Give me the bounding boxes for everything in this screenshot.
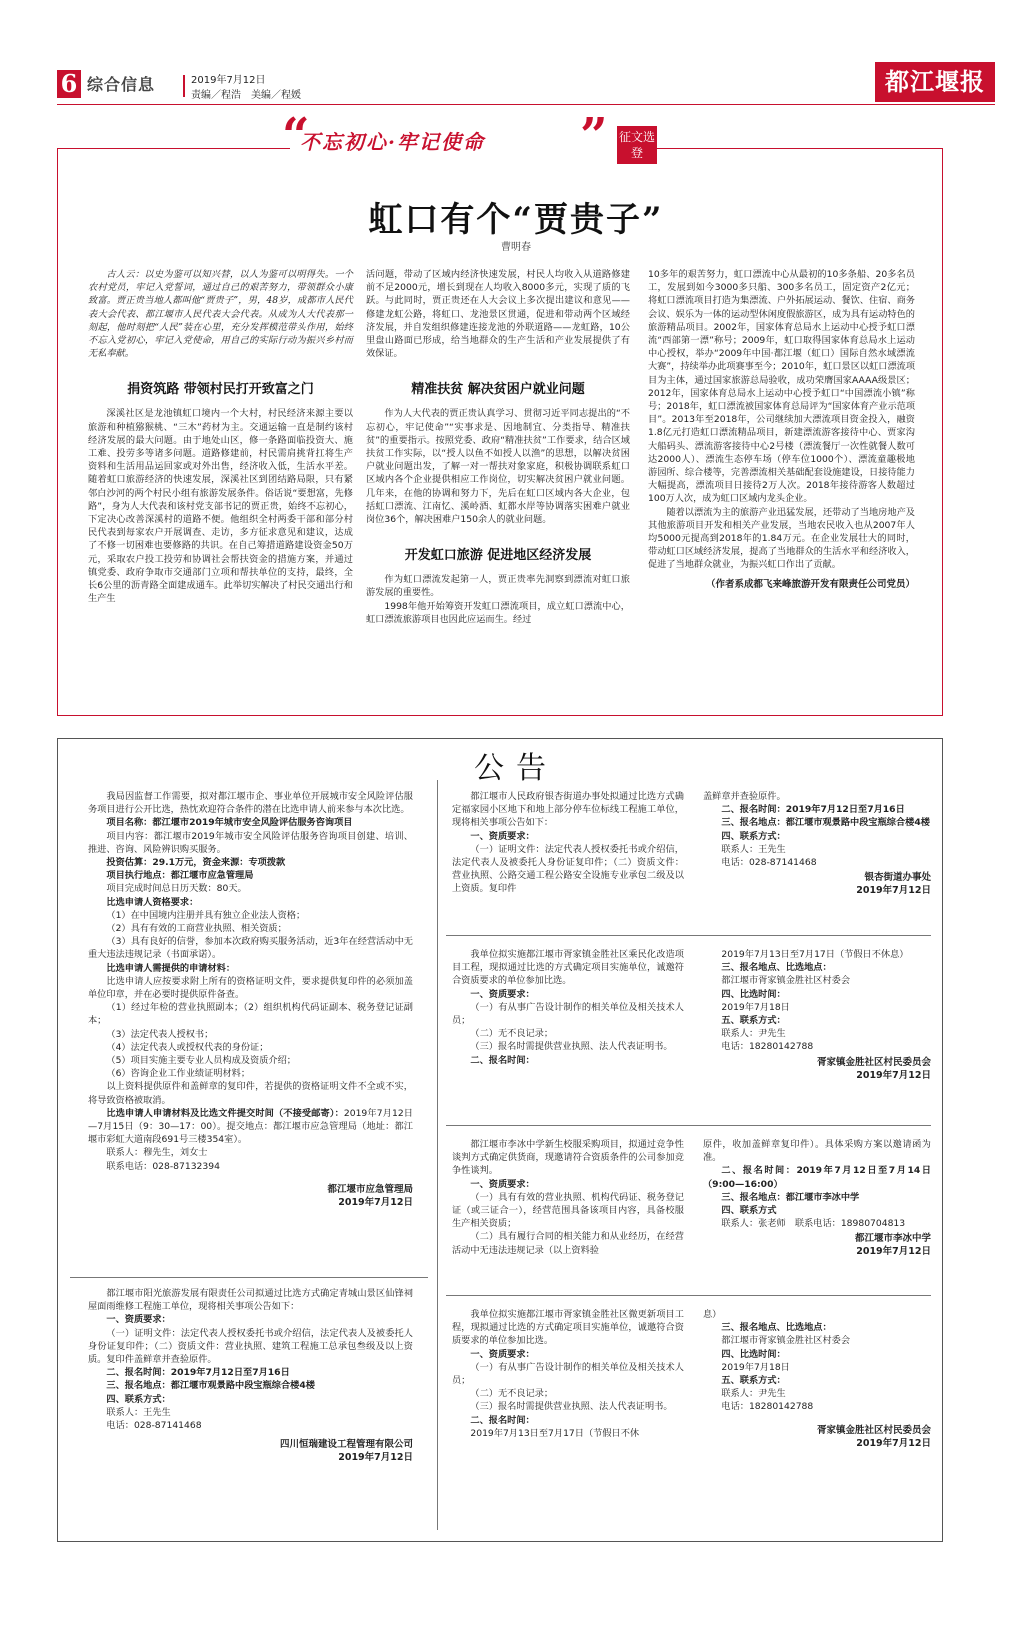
notice-heading: 二、报名时间：	[470, 1414, 535, 1426]
author-note: （作者系成都飞来峰旅游开发有限责任公司党员）	[705, 578, 915, 590]
notice-line: （一）证明文件：法定代表人授权委托书或介绍信，法定代表人及被委托人身份证复印件；（二）资质文件：营业执照、公路交通工程公路安全设施专业承包二级及以上资质。复印件	[452, 843, 684, 895]
notice-line: （一）具有有效的营业执照、机构代码证、税务登记证（或三证合一），经营范围具备该项目内容，具备校服生产相关资质；	[452, 1191, 684, 1230]
column-title: 不忘初心·牢记使命	[300, 130, 485, 154]
notice-line: （一）有从事广告设计制作的相关单位及相关技术人员；	[452, 1361, 684, 1387]
notice-line: 2019年7月12日—7月15日（9：30—17：00）。提交地点：都江堰市应急管理局（地址：都江堰市彩虹大道南段691号三楼354室）。	[88, 1107, 413, 1146]
article-column-3	[648, 268, 915, 590]
notice-heading: 二、报名时间：2019年7月12日至7月16日	[721, 804, 905, 816]
article-paragraph: 随着以漂流为主的旅游产业迅猛发展，还带动了当地房地产及其他旅游项目开发和相关产业发展，当地农民收入也从2007年人均5000元提高到2018年的1.84万元。在企业发展壮大的同时，带动虹口区域经济发展，提高了当地群众的生活水平和经济收入，促进了当地群众就业，为振兴虹口作出了贡献。	[648, 506, 915, 571]
notice-org: 银杏街道办事处	[864, 872, 931, 884]
notice-heading: 二、报名时间：2019年7月12日至7月14日（9:00—16:00）	[703, 1165, 931, 1190]
article-column-2	[366, 268, 630, 626]
article-paragraph: 作为虹口漂流发起第一人，贾正贵率先洞察到漂流对虹口旅游发展的重要性。	[366, 574, 630, 599]
essay-badge: 征文选登	[617, 126, 657, 164]
notice-phone: 电话：028-87141468	[106, 1420, 202, 1432]
notice-scenic-repair	[88, 1287, 413, 1464]
article-intro: 古人云：以史为鉴可以知兴替，以人为鉴可以明得失。一个农村党员，牢记入党誓词，通过自己的艰苦努力，带领群众小康致富。贾正贵当地人都叫他“贾贵子”，男，48岁，成都市人民代表大会代表、都江堰市人民代表大会代表。从成为人大代表那一刻起，他时刻把“人民”装在心里，充分发挥模范带头作用，始终不忘入党初心，牢记入党使命，用自己的实际行动为振兴乡村而无私奉献。	[88, 269, 353, 360]
notice-date: 2019年7月12日	[338, 1196, 413, 1208]
notice-line: 2019年7月13日至7月17日（节假日不休息）	[721, 949, 909, 960]
notice-line: （一）证明文件：法定代表人授权委托书或介绍信，法定代表人及被委托人身份证复印件；（二）资质文件：营业执照、建筑工程施工总承包叁级及以上资质。复印件盖鲜章并查验原件。	[88, 1327, 413, 1366]
notice-heading: 二、报名时间：	[470, 1054, 535, 1066]
notice-safety-assessment	[88, 790, 413, 1209]
notice-heading: 三、报名地点：都江堰市李冰中学	[721, 1191, 860, 1203]
notice-heading: 比选申请人资格要求：	[106, 896, 199, 908]
open-quote-icon: “	[282, 108, 310, 164]
notice-heading: 一、资质要求：	[470, 1348, 535, 1360]
notice-divider-vertical	[437, 780, 438, 1530]
article-paragraph: 1998年他开始筹资开发虹口漂流项目，成立虹口漂流中心，虹口漂流旅游项目也因此应运而生。经过	[366, 600, 630, 625]
issue-date: 2019年7月12日	[191, 75, 266, 86]
article-paragraph: 深溪社区是龙池镇虹口境内一个大村，村民经济来源主要以旅游和种植猕猴桃、“三木”药材为主。交通运输一直是制约该村经济发展的最大问题。由于地处山区，修一条路面临投资大、施工难、投劳多等诸多问题。道路修建前，村民需肩挑背扛将生产资料和生活用品运回家或对外出售，经济收入低，生活水平差。随着虹口旅游经济的快速发展，深溪社区到团结路局限，只有紧邻白沙河的两个村民小组有旅游发展条件。俗话说“要想富，先修路”，身为人大代表和该村党支部书记的贾正贵，始终不忘初心，下定决心改善深溪村的道路不便。他组织全村两委干部和部分村民代表到每家农户开展调查、走访，多方征求意见和建议，达成了不修一切困难也要修路的共识。在自己筹措道路建设资金50万元，采取农户投工投劳和协调社会帮扶资金的措施方案，并通过镇党委、政府争取市交通部门立项和帮扶单位的支持，最终，全长6公里的沥青路全面建成通车。此举切实解决了村民交通出行和生产生	[88, 408, 353, 605]
notice-line: 息）	[703, 1309, 722, 1320]
notice-line: （二）具有履行合同的相关能力和从业经历，在经营活动中无违法违规记录（以上资料验	[452, 1231, 684, 1256]
notice-intro: 我单位拟实施都江堰市胥家镇金胜社区乘民化改造项目工程，现拟通过比选的方式确定项目实施单位，诚邀符合资质要求的单位参加比选。	[452, 949, 684, 987]
notice-org: 四川恒瑞建设工程管理有限公司	[279, 1439, 413, 1451]
article-title: 虹口有个“贾贵子”	[368, 200, 664, 240]
notice-school-uniform-col1	[452, 1138, 684, 1257]
notice-line: （3）具有良好的信誉，参加本次政府购买服务活动，近3年在经营活动中无重大违法违规记录（书面承诺）。	[88, 936, 413, 961]
notice-line: （1）经过年检的营业执照副本；（2）组织机构代码证副本、税务登记证副本；	[88, 1002, 413, 1027]
notice-line: 都江堰市胥家镇金胜社区村委会	[721, 1335, 851, 1347]
notice-contact: 联系人：王先生	[106, 1406, 171, 1418]
notice-contact: 联系人：穆先生，刘女士	[106, 1147, 208, 1159]
notice-micro-renewal-col1	[452, 1308, 684, 1440]
notice-heading: 比选申请人申请材料及比选文件提交时间（不接受邮寄）：	[106, 1107, 344, 1119]
section-divider	[183, 75, 185, 97]
notice-date: 2019年7月12日	[338, 1452, 413, 1464]
notice-phone: 电话：028-87141468	[721, 857, 817, 869]
notice-contact: 联系人：张老师 联系电话：18980704813	[721, 1218, 906, 1230]
notice-line: 2019年7月18日	[721, 1001, 790, 1013]
subheading-tourism: 开发虹口旅游 促进地区经济发展	[404, 548, 592, 564]
notice-line: （6）咨询企业工作业绩证明材料；	[106, 1068, 251, 1080]
notice-org: 都江堰市李冰中学	[854, 1233, 931, 1245]
notice-heading: 一、资质要求：	[470, 830, 535, 842]
notice-phone: 电话：18280142788	[721, 1041, 814, 1053]
notice-heading: 四、比选时间：	[721, 1348, 786, 1360]
notice-heading: 四、联系方式：	[106, 1393, 171, 1405]
masthead-logo: 都江堰报	[875, 62, 995, 102]
notice-line: 项目名称：都江堰市2019年城市安全风险评估服务咨询项目	[106, 817, 353, 829]
section-name: 综合信息	[87, 75, 156, 94]
notice-phone: 电话：18280142788	[721, 1401, 814, 1413]
notice-heading: 三、报名地点：都江堰市观景路中段宝瓶综合楼4楼	[721, 817, 930, 829]
notice-divider	[70, 1277, 428, 1278]
notice-line: （三）报名时需提供营业执照、法人代表证明书。	[470, 1401, 673, 1413]
close-quote-icon: ”	[580, 108, 608, 164]
notice-line: （二）无不良记录；	[470, 1388, 554, 1400]
notice-line: （三）报名时需提供营业执照、法人代表证明书。	[470, 1041, 673, 1053]
notice-community-renovation-col2	[703, 948, 931, 1082]
notice-date: 2019年7月12日	[856, 1246, 931, 1258]
notice-line: 项目执行地点：都江堰市应急管理局	[106, 870, 254, 882]
notice-line: 2019年7月18日	[721, 1361, 790, 1373]
notice-divider	[446, 1295, 931, 1296]
notice-line: （3）法定代表人授权书；	[106, 1028, 214, 1040]
notice-line: （二）无不良记录；	[470, 1028, 554, 1040]
notice-heading: 四、比选时间：	[721, 988, 786, 1000]
article-author: 曹明春	[501, 242, 531, 253]
notice-phone: 联系电话：028-87132394	[106, 1160, 220, 1172]
notice-intro: 都江堰市人民政府银杏街道办事处拟通过比选方式确定福家园小区地下和地上部分停车位标线工程施工单位，现将相关事项公告如下：	[452, 791, 684, 829]
notice-intro: 我单位拟实施都江堰市胥家镇金胜社区微更新项目工程，现拟通过比选的方式确定项目实施单位，诚邀符合资质要求的单位参加比选。	[452, 1309, 684, 1347]
notice-line: 2019年7月13日至7月17日（节假日不休	[470, 1427, 640, 1439]
notice-line: 以上资料提供原件和盖鲜章的复印件，若提供的资格证明文件不全或不实，将导致资格被取消。	[88, 1081, 413, 1106]
subheading-poverty: 精准扶贫 解决贫困户就业问题	[411, 382, 585, 398]
notice-intro: 都江堰市李冰中学新生校服采购项目，拟通过竞争性谈判方式确定供货商，现邀请符合资质条件的公司参加竞争性谈判。	[452, 1139, 684, 1177]
notice-heading: 一、资质要求：	[470, 988, 535, 1000]
notice-date: 2019年7月12日	[856, 1069, 931, 1081]
notice-heading: 三、报名地点、比选地点：	[721, 962, 832, 974]
notice-heading: 四、联系方式：	[721, 830, 786, 842]
notice-line: 都江堰市胥家镇金胜社区村委会	[721, 975, 851, 987]
notice-divider	[446, 1125, 931, 1126]
page-number: 6	[57, 70, 81, 98]
notice-title: 公告	[474, 751, 558, 786]
notice-date: 2019年7月12日	[856, 885, 931, 897]
notice-heading: 三、报名地点：都江堰市观景路中段宝瓶综合楼4楼	[106, 1380, 315, 1392]
notice-school-uniform-col2	[703, 1138, 931, 1258]
notice-org: 胥家镇金胜社区村民委员会	[816, 1424, 931, 1436]
notice-line: 项目内容：都江堰市2019年城市安全风险评估服务咨询项目创建、培训、推进、咨询、风险辨识购买服务。	[88, 830, 413, 855]
notice-micro-renewal-col2	[703, 1308, 931, 1450]
notice-parking-lines-col1	[452, 790, 684, 896]
notice-contact: 联系人：尹先生	[721, 1028, 786, 1040]
notice-contact: 联系人：尹先生	[721, 1388, 786, 1400]
notice-line: （一）有从事广告设计制作的相关单位及相关技术人员；	[452, 1001, 684, 1027]
notice-contact: 联系人：王先生	[721, 843, 786, 855]
notice-line: （1）在中国境内注册并具有独立企业法人资格；	[106, 909, 306, 921]
notice-heading: 四、联系方式	[721, 1205, 777, 1217]
notice-parking-lines-col2	[703, 790, 931, 897]
notice-heading: 五、联系方式：	[721, 1015, 786, 1027]
notice-heading: 一、资质要求：	[470, 1178, 535, 1190]
article-column-1	[88, 268, 353, 605]
article-paragraph: 10多年的艰苦努力，虹口漂流中心从最初的10多条船、20多名员工，发展到如今3000多只船、300多名员工，固定资产2亿元；将虹口漂流项目打造为集漂流、户外拓展运动、餐饮、住宿、商务会议、娱乐为一体的运动型休闲度假旅游区，成为具有运动特色的旅游精品项目。2002年，国家体育总局水上运动中心授予虹口漂流“西部第一漂”称号；2009年，虹口取得国家体育总局水上运动中心授权，举办“2009年中国·都江堰（虹口）国际自然水域漂流大赛”，持续举办此项赛事至今；2010年，虹口景区以虹口漂流项目为主体，通过国家旅游总局验收，成功荣膺国家AAAA级景区；2012年，国家体育总局水上运动中心授予虹口“中国漂流小镇”称号；2018年，虹口漂流被国家体育总局评为“国家体育产业示范项目”。2013年至2018年，公司继续加大漂流项目资金投入，融资1.8亿元打造虹口漂流精品项目，新建漂流游客接待中心、贾家沟大船码头、漂流游客接待中心2号楼（漂流餐厅一次性就餐人数可达2000人）、漂流生态停车场（停车位1000个）、漂流童趣极地游园所、综合楼等，完善漂流相关基础配套设施建设，日接待能力大幅提高，漂流项目日接待2万人次。2018年接待游客人数超过100万人次，成为虹口区域内龙头企业。	[648, 269, 916, 505]
notice-date: 2019年7月12日	[856, 1437, 931, 1449]
editors-credit: 责编／程浩 美编／程媛	[191, 90, 301, 101]
notice-line: 比选申请人应按要求附上所有的资格证明文件，要求提供复印件的必须加盖单位印章，并在必要时提供原件备查。	[88, 975, 413, 1001]
notice-intro: 都江堰市阳光旅游发展有限责任公司拟通过比选方式确定青城山景区仙锋祠屋面雨维修工程施工单位，现将相关事项公告如下：	[88, 1288, 413, 1313]
notice-line: 项目完成时间总日历天数：80天。	[106, 883, 247, 895]
notice-line: 原件，收加盖鲜章复印件）。具体采购方案以邀请函为准。	[703, 1139, 931, 1164]
header-rule	[57, 104, 995, 105]
notice-line: （2）具有有效的工商营业执照、相关资质；	[106, 923, 287, 935]
notice-org: 胥家镇金胜社区村民委员会	[816, 1056, 931, 1068]
notice-org: 都江堰市应急管理局	[327, 1183, 413, 1195]
notice-line: 盖鲜章并查验原件。	[703, 791, 786, 802]
notice-heading: 三、报名地点、比选地点：	[721, 1322, 832, 1334]
subheading-road: 捐资筑路 带领村民打开致富之门	[127, 382, 314, 398]
article-paragraph: 活问题，带动了区域内经济快速发展，村民人均收入从道路修建前不足2000元，增长到现在人均收入8000多元，实现了质的飞跃。与此同时，贾正贵还在人大会议上多次提出建议和意见——修建龙虹公路，将虹口、龙池景区贯通，促进和带动两个区域经济发展，并自发组织修建连接龙池的外联道路——龙虹路，10公里盘山路面已形成，给当地群众的生产生活和产业发展提供了有效保证。	[366, 269, 630, 360]
notice-intro: 我局因监督工作需要，拟对都江堰市企、事业单位开展城市安全风险评估服务项目进行公开比选，热忱欢迎符合条件的潜在比选申请人前来参与本次比选。	[88, 791, 413, 816]
notice-heading: 五、联系方式：	[721, 1375, 786, 1387]
notice-heading: 二、报名时间：2019年7月12日至7月16日	[106, 1367, 290, 1379]
article-paragraph: 作为人大代表的贾正贵认真学习、贯彻习近平同志提出的“不忘初心，牢记使命”“实事求是、因地制宜、分类指导、精准扶贫”的重要指示。按照党委、政府“精准扶贫”工作要求，结合区域扶贫工作实际，以“授人以鱼不如授人以渔”的思想，以解决贫困户就业问题出发，了解一对一帮扶对象家庭，积极协调联系虹口区域内各个企业提供相应工作岗位，切实解决贫困户就业问题。几年来，在他的协调和努力下，先后在虹口区域内各大企业，包括虹口漂流、江南忆、溪岭酒、虹都水岸等协调落实困难户就业岗位36个，解决困难户150余人的就业问题。	[366, 408, 630, 526]
notice-heading: 比选申请人需提供的申请材料：	[106, 962, 236, 974]
notice-divider	[446, 935, 931, 936]
notice-heading: 一、资质要求：	[106, 1314, 171, 1326]
notice-line: （4）法定代表人或授权代表的身份证；	[106, 1041, 269, 1053]
notice-line: 投资估算：29.1万元，资金来源：专项拨款	[106, 857, 286, 869]
notice-line: （5）项目实施主要专业人员构成及资质介绍；	[106, 1055, 296, 1067]
notice-community-renovation-col1	[452, 948, 684, 1067]
